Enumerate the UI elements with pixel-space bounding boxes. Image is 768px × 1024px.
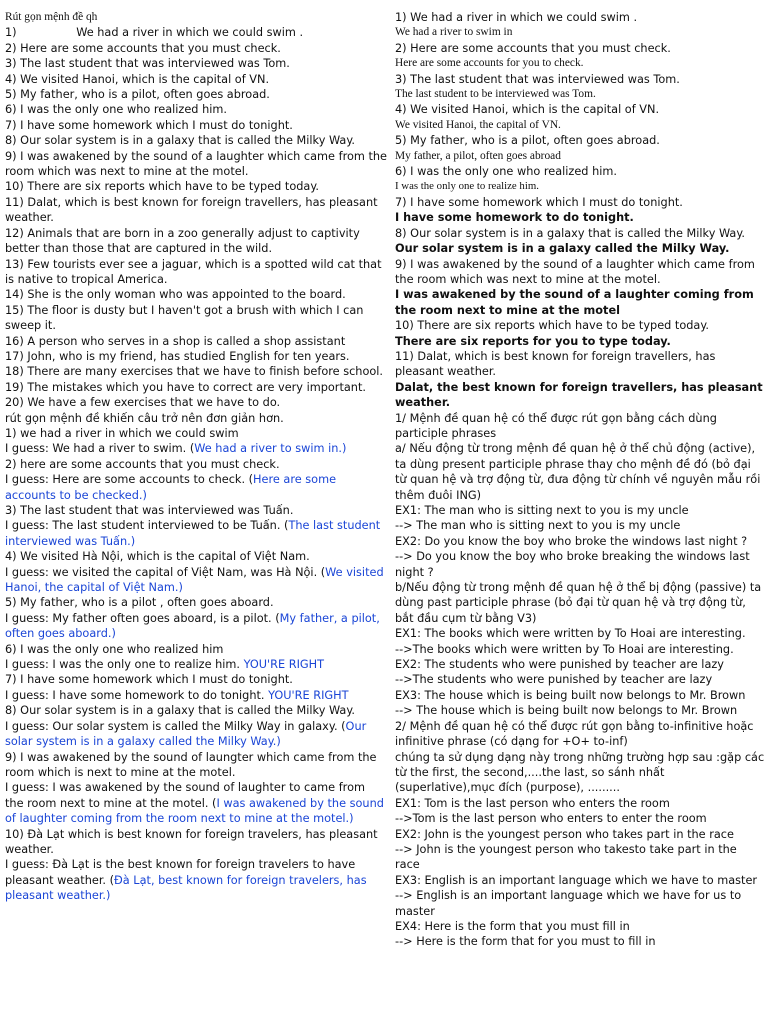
guess-answer: Our solar system is in a galaxy called the Milky Way. [5, 719, 367, 749]
answer-list [395, 10, 765, 411]
theory-line: EX2: Do you know the boy who broke the windows last night ? [395, 534, 748, 548]
exercise-item [5, 334, 387, 349]
theory-line: EX1: The man who is sitting next to you is my uncle [395, 504, 689, 517]
guess-question: 6) I was the only one who realized him [5, 642, 224, 656]
exercise-item [5, 56, 387, 71]
guess-answer: YOU'RE RIGHT [268, 688, 349, 702]
guess-answer: The last student interviewed was Tuấn. [5, 519, 381, 548]
guess-answer: Here are some accounts to be checked. [5, 473, 337, 502]
guess-question: 3) The last student that was interviewed was Tuấn. [5, 504, 294, 517]
reduced-answer: We visited Hanoi, the capital of VN. [395, 118, 561, 131]
guess-end: ) [106, 889, 111, 903]
guess-question: 10) Đà Lạt which is best known for foreign travelers, has pleasant weather. [5, 827, 378, 856]
exercise-item [5, 257, 387, 288]
exercise-text: 19) The mistakes which you have to correct are very important. [5, 380, 366, 394]
guess-text: I guess: Đà Lạt is the best known for foreign travelers to have pleasant weather. ( [5, 858, 356, 887]
theory-line: -->The students who were punished by teacher are lazy [395, 673, 713, 687]
theory-line: a/ Nếu động từ trong mệnh đề quan hệ ở thể chủ động (active), ta dùng present participle phrase thay cho mệnh đề đó (bỏ đại từ quan hệ và trợ động từ, đưa động từ chính về nguyên mẫu rồi thêm đuôi ING) [395, 442, 761, 502]
theory-line: EX3: English is an important language which we have to master [395, 873, 758, 887]
guess-line [5, 441, 387, 456]
exercise-question: 5) My father, who is a pilot, often goes abroad. [395, 134, 660, 148]
exercise-text: 7) I have some homework which I must do tonight. [5, 118, 293, 132]
exercise-item [5, 226, 387, 257]
guess-text: I guess: I was the only one to realize him. [5, 658, 244, 672]
guess-answer: Đà Lạt, best known for foreign travelers, has pleasant weather. [5, 873, 367, 903]
exercise-item [5, 41, 387, 56]
guess-text: I guess: we visited the capital of Việt Nam, was Hà Nội. ( [5, 565, 326, 579]
exercise-text: 6) I was the only one who realized him. [5, 103, 227, 117]
exercise-question: 2) Here are some accounts that you must check. [395, 41, 671, 55]
guess-text: I guess: We had a river to swim. ( [5, 442, 195, 456]
guess-text: I guess: Here are some accounts to check. ( [5, 473, 254, 487]
document-heading: Rút gọn mệnh đề qh [5, 11, 98, 23]
theory-line: EX2: The students who were punished by teacher are lazy [395, 658, 724, 672]
guess-text: I guess: My father often goes aboard, is a pilot. ( [5, 611, 280, 625]
exercise-question: 4) We visited Hanoi, which is the capital of VN. [395, 103, 660, 117]
theory-line: b/Nếu động từ trong mệnh đề quan hệ ở thể bị động (passive) ta dùng past participle phrase (bỏ đại từ quan hệ và trợ động từ, bắt đầu cụm từ bằng V3) [395, 581, 762, 625]
guess-text: I guess: Our solar system is called the Milky Way in galaxy. ( [5, 719, 346, 733]
theory-line: --> English is an important language which we have for us to master [395, 889, 742, 918]
guess-question: 2) here are some accounts that you must check. [5, 457, 280, 471]
exercise-text: 15) The floor is dusty but I haven't got a brush with which I can sweep it. [5, 303, 364, 333]
guess-end: ) [111, 627, 116, 641]
guess-end: ) [341, 442, 347, 456]
exercise-text: 2) Here are some accounts that you must check. [5, 41, 281, 55]
exercise-question: 1) We had a river in which we could swim . [395, 11, 638, 24]
guess-line [5, 611, 387, 642]
guess-end: ) [130, 534, 136, 548]
theory-line: EX3: The house which is being built now belongs to Mr. Brown [395, 688, 746, 702]
guess-end: ) [276, 735, 281, 749]
theory-line: -->Tom is the last person who enters to enter the room [395, 812, 707, 826]
theory-line: 2/ Mệnh đề quan hệ có thể được rút gọn bằng to-infinitive hoặc infinitive phrase (có dạng for +O+ to-inf) [395, 719, 754, 749]
exercise-question: 8) Our solar system is in a galaxy that is called the Milky Way. [395, 226, 746, 240]
theory-notes [395, 411, 765, 950]
exercise-item [5, 303, 387, 334]
exercise-item [5, 102, 387, 117]
exercise-item [5, 395, 387, 410]
theory-line: chúng ta sử dụng dạng này trong những trường hợp sau :gặp các từ the first, the second,....the last, so sánh nhất (superlative),mục đích (purpose), ......... [395, 750, 765, 795]
guess-question: 4) We visited Hà Nội, which is the capital of Việt Nam. [5, 550, 310, 564]
exercise-text: 8) Our solar system is in a galaxy that is called the Milky Way. [5, 134, 356, 148]
exercise-text: 5) My father, who is a pilot, often goes abroad. [5, 88, 270, 102]
guess-end: ) [142, 488, 147, 502]
theory-line: --> Do you know the boy who broke breaking the windows last night ? [395, 550, 750, 579]
exercise-item [5, 118, 387, 133]
theory-line: 1/ Mệnh đề quan hệ có thể được rút gọn bằng cách dùng participle phrases [395, 411, 717, 440]
guess-line [5, 565, 387, 596]
exercise-text: 18) There are many exercises that we have to finish before school. [5, 365, 384, 379]
guess-question: 8) Our solar system is in a galaxy that is called the Milky Way. [5, 704, 356, 718]
exercise-item [5, 133, 387, 148]
reduced-answer: I was the only one to realize him. [395, 180, 539, 193]
guess-answer: I was awakened by the sound of laughter coming from the room next to mine at the motel. [5, 796, 384, 826]
guess-end: ) [349, 812, 354, 826]
exercise-text: 16) A person who serves in a shop is called a shop assistant [5, 334, 346, 348]
reduced-answer: My father, a pilot, often goes abroad [395, 149, 561, 162]
theory-line: EX1: Tom is the last person who enters the room [395, 796, 670, 810]
exercise-text: 12) Animals that are born in a zoo generally adjust to captivity better than those that are captured in the wild. [5, 226, 360, 256]
exercise-question: 3) The last student that was interviewed was Tom. [395, 72, 680, 86]
guess-answer: YOU'RE RIGHT [243, 658, 325, 672]
intro-line: rút gọn mệnh đề khiến câu trở nên đơn giản hơn. [5, 411, 284, 425]
exercise-question: 6) I was the only one who realized him. [395, 165, 617, 179]
theory-line: -->The books which were written by To Hoai are interesting. [395, 642, 734, 656]
exercise-text: We had a river in which we could swim . [76, 26, 304, 40]
guess-line [5, 472, 387, 503]
exercise-item [5, 195, 387, 226]
guess-line [5, 857, 387, 903]
theory-line: --> Here is the form that for you must to fill in [395, 935, 656, 949]
exercise-text: 9) I was awakened by the sound of a laughter which came from the room which was next to mine at the motel. [5, 149, 388, 179]
exercise-item [5, 72, 387, 87]
theory-line: --> The man who is sitting next to you is my uncle [395, 519, 681, 533]
guess-answer: We visited Hanoi, the capital of Việt Nam. [5, 565, 384, 595]
reduced-answer: Our solar system is in a galaxy called the Milky Way. [395, 242, 730, 256]
reduced-answer: The last student to be interviewed was Tom. [395, 88, 596, 101]
guess-text: I guess: The last student interviewed to be Tuấn. ( [5, 519, 289, 533]
guess-line [5, 688, 387, 703]
guess-text: I guess: I have some homework to do tonight. [5, 688, 269, 702]
exercise-question: 9) I was awakened by the sound of a laughter which came from the room which was next to mine at the motel. [395, 257, 755, 286]
theory-line: --> John is the youngest person who takesto take part in the race [395, 842, 737, 872]
left-column [5, 10, 387, 904]
guess-answer: My father, a pilot, often goes aboard. [5, 611, 380, 641]
exercise-text: 14) She is the only woman who was appointed to the board. [5, 288, 346, 302]
exercise-text: 17) John, who is my friend, has studied English for ten years. [5, 349, 350, 363]
guess-line [5, 719, 387, 750]
reduced-answer: Here are some accounts for you to check. [395, 57, 584, 70]
exercise-item [5, 149, 387, 180]
reduced-answer: I have some homework to do tonight. [395, 211, 634, 225]
exercise-item [5, 25, 387, 40]
guess-end: ) [178, 581, 183, 595]
guess-question: 7) I have some homework which I must do tonight. [5, 673, 293, 687]
exercise-text: 13) Few tourists ever see a jaguar, which is a spotted wild cat that is native to tropical America. [5, 257, 382, 286]
guess-question: 1) we had a river in which we could swim [5, 426, 239, 440]
right-column [395, 10, 765, 950]
exercise-item [5, 87, 387, 102]
exercise-text: 3) The last student that was interviewed was Tom. [5, 57, 290, 71]
guess-line [5, 518, 387, 549]
exercise-item [5, 380, 387, 395]
exercise-text: 10) There are six reports which have to be typed today. [5, 180, 320, 194]
exercise-item [5, 349, 387, 364]
exercise-item [5, 287, 387, 302]
reduced-answer: There are six reports for you to type today. [395, 334, 671, 348]
exercise-text: 20) We have a few exercises that we have to do. [5, 396, 281, 410]
theory-line: EX1: The books which were written by To Hoai are interesting. [395, 627, 746, 641]
exercise-question: 10) There are six reports which have to be typed today. [395, 319, 710, 333]
reduced-answer: Dalat, the best known for foreign travellers, has pleasant weather. [395, 380, 763, 410]
theory-line: EX2: John is the youngest person who takes part in the race [395, 827, 734, 841]
guess-line [5, 657, 387, 672]
exercise-item [5, 179, 387, 194]
exercise-question: 11) Dalat, which is best known for foreign travellers, has pleasant weather. [395, 349, 716, 379]
exercise-number: 1) [5, 26, 17, 40]
guess-list [5, 426, 387, 904]
guess-question: 5) My father, who is a pilot , often goes aboard. [5, 596, 274, 610]
guess-answer: We had a river to swim in. [194, 442, 342, 456]
exercise-text: 4) We visited Hanoi, which is the capital of VN. [5, 72, 270, 86]
exercise-text: 11) Dalat, which is best known for foreign travellers, has pleasant weather. [5, 195, 378, 225]
theory-line: EX4: Here is the form that you must fill in [395, 919, 630, 933]
guess-text: I guess: I was awakened by the sound of laughter to came from the room next to mine at the motel. ( [5, 781, 365, 810]
exercise-list [5, 25, 387, 410]
theory-line: --> The house which is being built now belongs to Mr. Brown [395, 704, 738, 718]
guess-question: 9) I was awakened by the sound of laungter which came from the room which is next to mine at the motel. [5, 750, 377, 779]
exercise-item [5, 364, 387, 379]
reduced-answer: I was awakened by the sound of a laughter coming from the room next to mine at the motel [395, 288, 754, 317]
guess-line [5, 780, 387, 826]
exercise-question: 7) I have some homework which I must do tonight. [395, 195, 683, 209]
reduced-answer: We had a river to swim in [395, 26, 513, 39]
